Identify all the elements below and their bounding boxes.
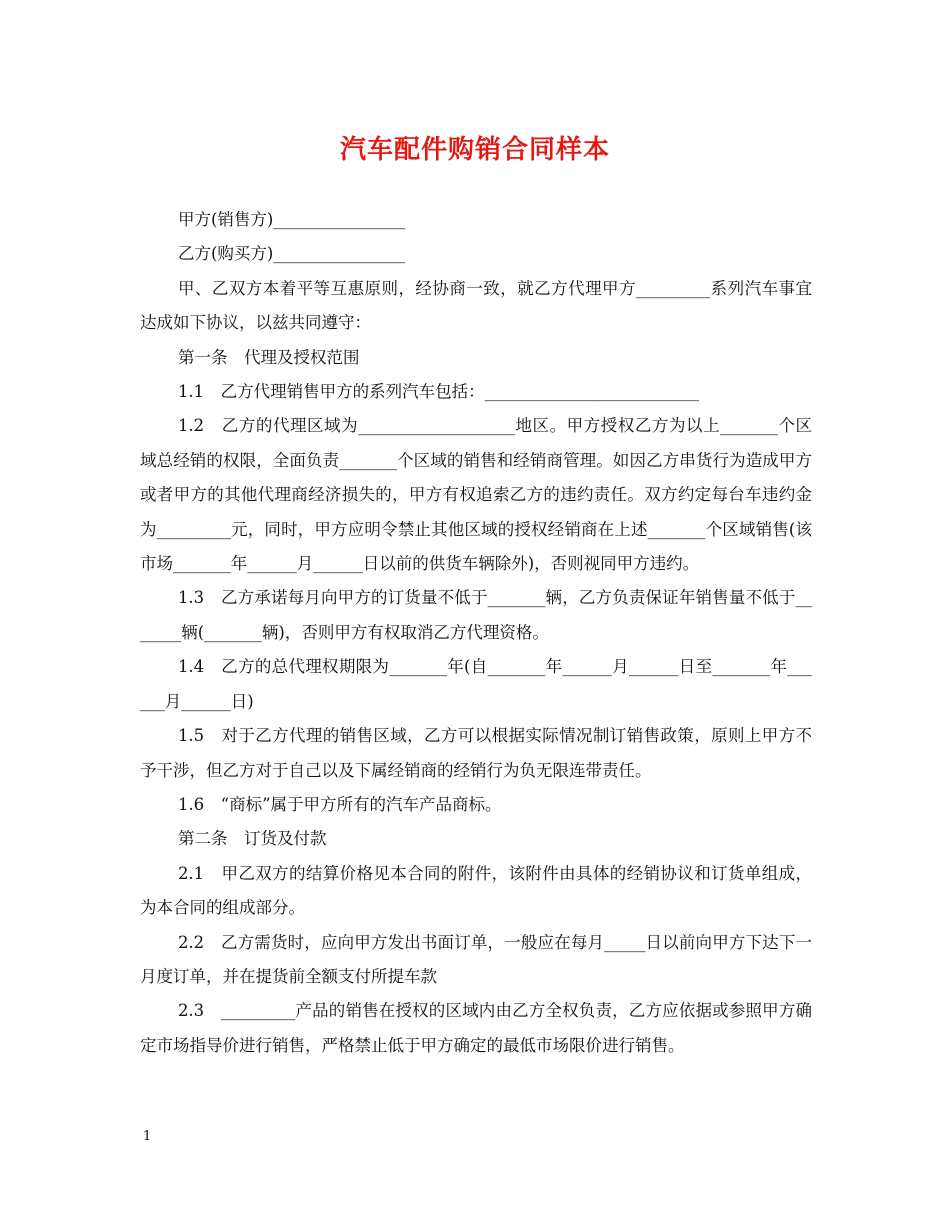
party-a-line: 甲方(销售方)________________ [177, 210, 406, 229]
document-body [140, 203, 812, 1063]
document-title: 汽车配件购销合同样本 [339, 135, 610, 165]
clause-2-2: 2.2 乙方需货时，应向甲方发出书面订单，一般应在每月_____日以前向甲方下达下一月度订单，并在提货前全额支付所提车款 [140, 932, 812, 986]
clause-1-1: 1.1 乙方代理销售甲方的系列汽车包括：__________________________ [177, 382, 700, 402]
clause-1-4: 1.4 乙方的总代理权期限为_______年(自_______年______月______日至_______年______月______日) [140, 657, 812, 711]
page-number: 1 [143, 1129, 152, 1144]
clause-1-3: 1.3 乙方承诺每月向甲方的订货量不低于_______辆，乙方负责保证年销售量不低于_______辆(_______辆)，否则甲方有权取消乙方代理资格。 [140, 588, 812, 642]
article-1-heading: 第一条 代理及授权范围 [177, 347, 360, 367]
article-2-heading: 第二条 订货及付款 [177, 829, 327, 849]
clause-2-1: 2.1 甲乙双方的结算价格见本合同的附件，该附件由具体的经销协议和订货单组成，为本合同的组成部分。 [140, 863, 812, 918]
clause-1-2: 1.2 乙方的代理区域为___________________地区。甲方授权乙方为以上_______个区域总经销的权限，全面负责_______个区域的销售和经销商管理。如因乙方串货行为造成甲方或者甲方的其他代理商经济损失的，甲方有权追索乙方的违约责任。双方约定每台车违约金为_________元，同时，甲方应明令禁止其他区域的授权经销商在上述_______个区域销售(该市场_______年______月______日以前的供货车辆除外)，否则视同甲方违约。 [140, 416, 812, 574]
preamble-paragraph: 甲、乙双方本着平等互惠原则，经协商一致，就乙方代理甲方_________系列汽车事宜达成如下协议，以兹共同遵守： [140, 278, 812, 333]
clause-2-3: 2.3 _________产品的销售在授权的区域内由乙方全权负责，乙方应依据或参照甲方确定市场指导价进行销售，严格禁止低于甲方确定的最低市场限价进行销售。 [140, 1001, 812, 1055]
clause-1-5: 1.5 对于乙方代理的销售区域，乙方可以根据实际情况制订销售政策，原则上甲方不予干涉，但乙方对于自己以及下属经销商的经销行为负无限连带责任。 [140, 726, 812, 780]
clause-1-6: 1.6 “商标”属于甲方所有的汽车产品商标。 [177, 794, 502, 814]
party-b-line: 乙方(购买方)________________ [177, 244, 406, 264]
